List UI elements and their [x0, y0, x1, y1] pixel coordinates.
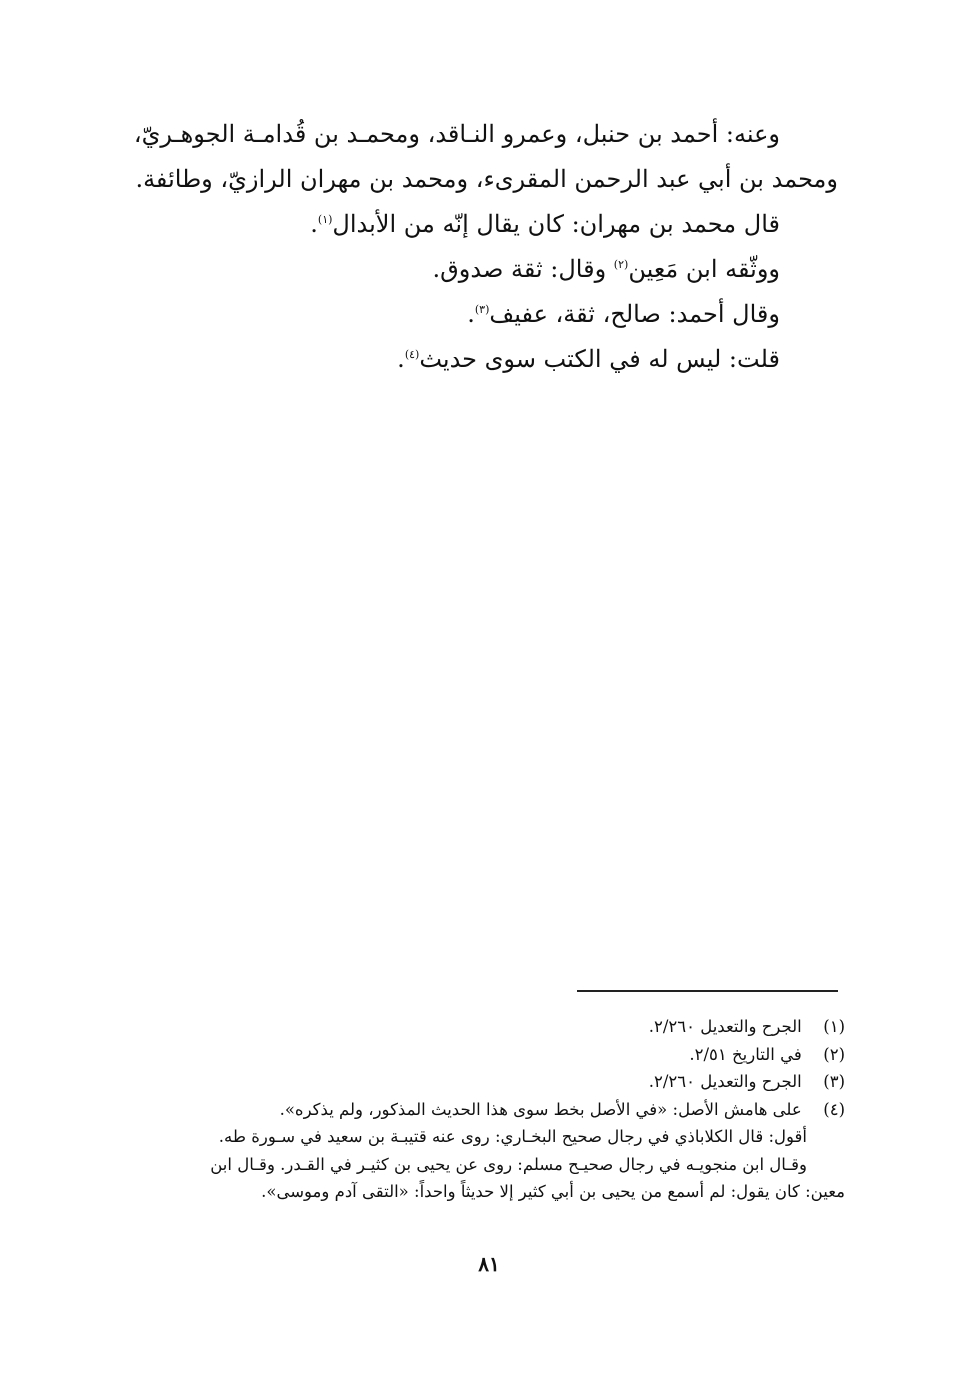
footnote-number: (٢)	[823, 1044, 845, 1064]
footnote-4	[155, 1096, 845, 1124]
footnote-text: على هامش الأصل: «في الأصل بخط سوى هذا الحديث المذكور، ولم يذكره».	[279, 1099, 802, 1119]
footnote-text: في التاريخ ٢/٥١.	[689, 1044, 802, 1064]
main-line-6-text: قلت: ليس له في الكتب سوى حديث	[419, 345, 780, 373]
main-line-5	[150, 292, 838, 337]
main-line-5-text: وقال أحمد: صالح، ثقة، عفيف	[489, 300, 780, 328]
footnote-2	[155, 1041, 845, 1069]
main-line-1: وعنه: أحمد بن حنبل، وعمرو النـاقد، ومحمـد بن قُدامـة الجوهـريّ،	[133, 120, 780, 148]
line-end-period: .	[310, 210, 318, 238]
line-end-period: .	[467, 300, 475, 328]
main-line-4-text: ووثّقه ابن مَعِين	[628, 255, 780, 283]
page-number: ٨١	[478, 1252, 500, 1276]
footnote-3	[155, 1068, 845, 1096]
footnote-number: (٣)	[823, 1072, 845, 1091]
footnote-1	[155, 1013, 845, 1041]
footnote-number: (٤)	[823, 1099, 845, 1119]
footnotes-block	[155, 1013, 845, 1206]
main-line-6	[150, 337, 838, 382]
footnote-ref-4[interactable]: (٤)	[404, 348, 420, 361]
footnote-ref-2[interactable]: (٢)	[613, 258, 629, 271]
footnote-4-continuation-1: أقول: قال الكلاباذي في رجال صحيح البخـاري: روى عنه قتيبـة بن سعيد في سـورة طه.	[218, 1127, 807, 1146]
line-end-period: .	[397, 345, 405, 373]
footnote-separator	[577, 990, 838, 992]
footnote-4-continuation-3: معين: كان يقول: لم أسمع من يحيى بن أبي كثير إلا حديثاً واحداً: «التقى آدم وموسى».	[261, 1182, 845, 1201]
footnote-ref-1[interactable]: (١)	[317, 213, 333, 226]
footnote-number: (١)	[823, 1017, 845, 1036]
main-line-4	[150, 247, 838, 292]
main-text-block	[133, 112, 838, 382]
main-line-3-text: قال محمد بن مهران: كان يقال إنّه من الأبدال	[332, 210, 780, 238]
main-line-3	[150, 202, 838, 247]
footnote-ref-3[interactable]: (٣)	[474, 303, 490, 316]
footnote-text: الجرح والتعديل ٢/٢٦٠.	[648, 1072, 802, 1091]
footnote-text: الجرح والتعديل ٢/٢٦٠.	[648, 1017, 802, 1036]
footnote-4-continuation-2: وقـال ابن منجويـه في رجال صحيـح مسلم: روى عن يحيى بن كثيـر في القـدر. وقـال ابن	[210, 1154, 807, 1174]
main-line-4-tail: وقال: ثقة صدوق.	[432, 255, 614, 283]
main-line-2: ومحمد بن أبي عبد الرحمن المقرىء، ومحمد بن مهران الرازيّ، وطائفة.	[135, 165, 838, 193]
